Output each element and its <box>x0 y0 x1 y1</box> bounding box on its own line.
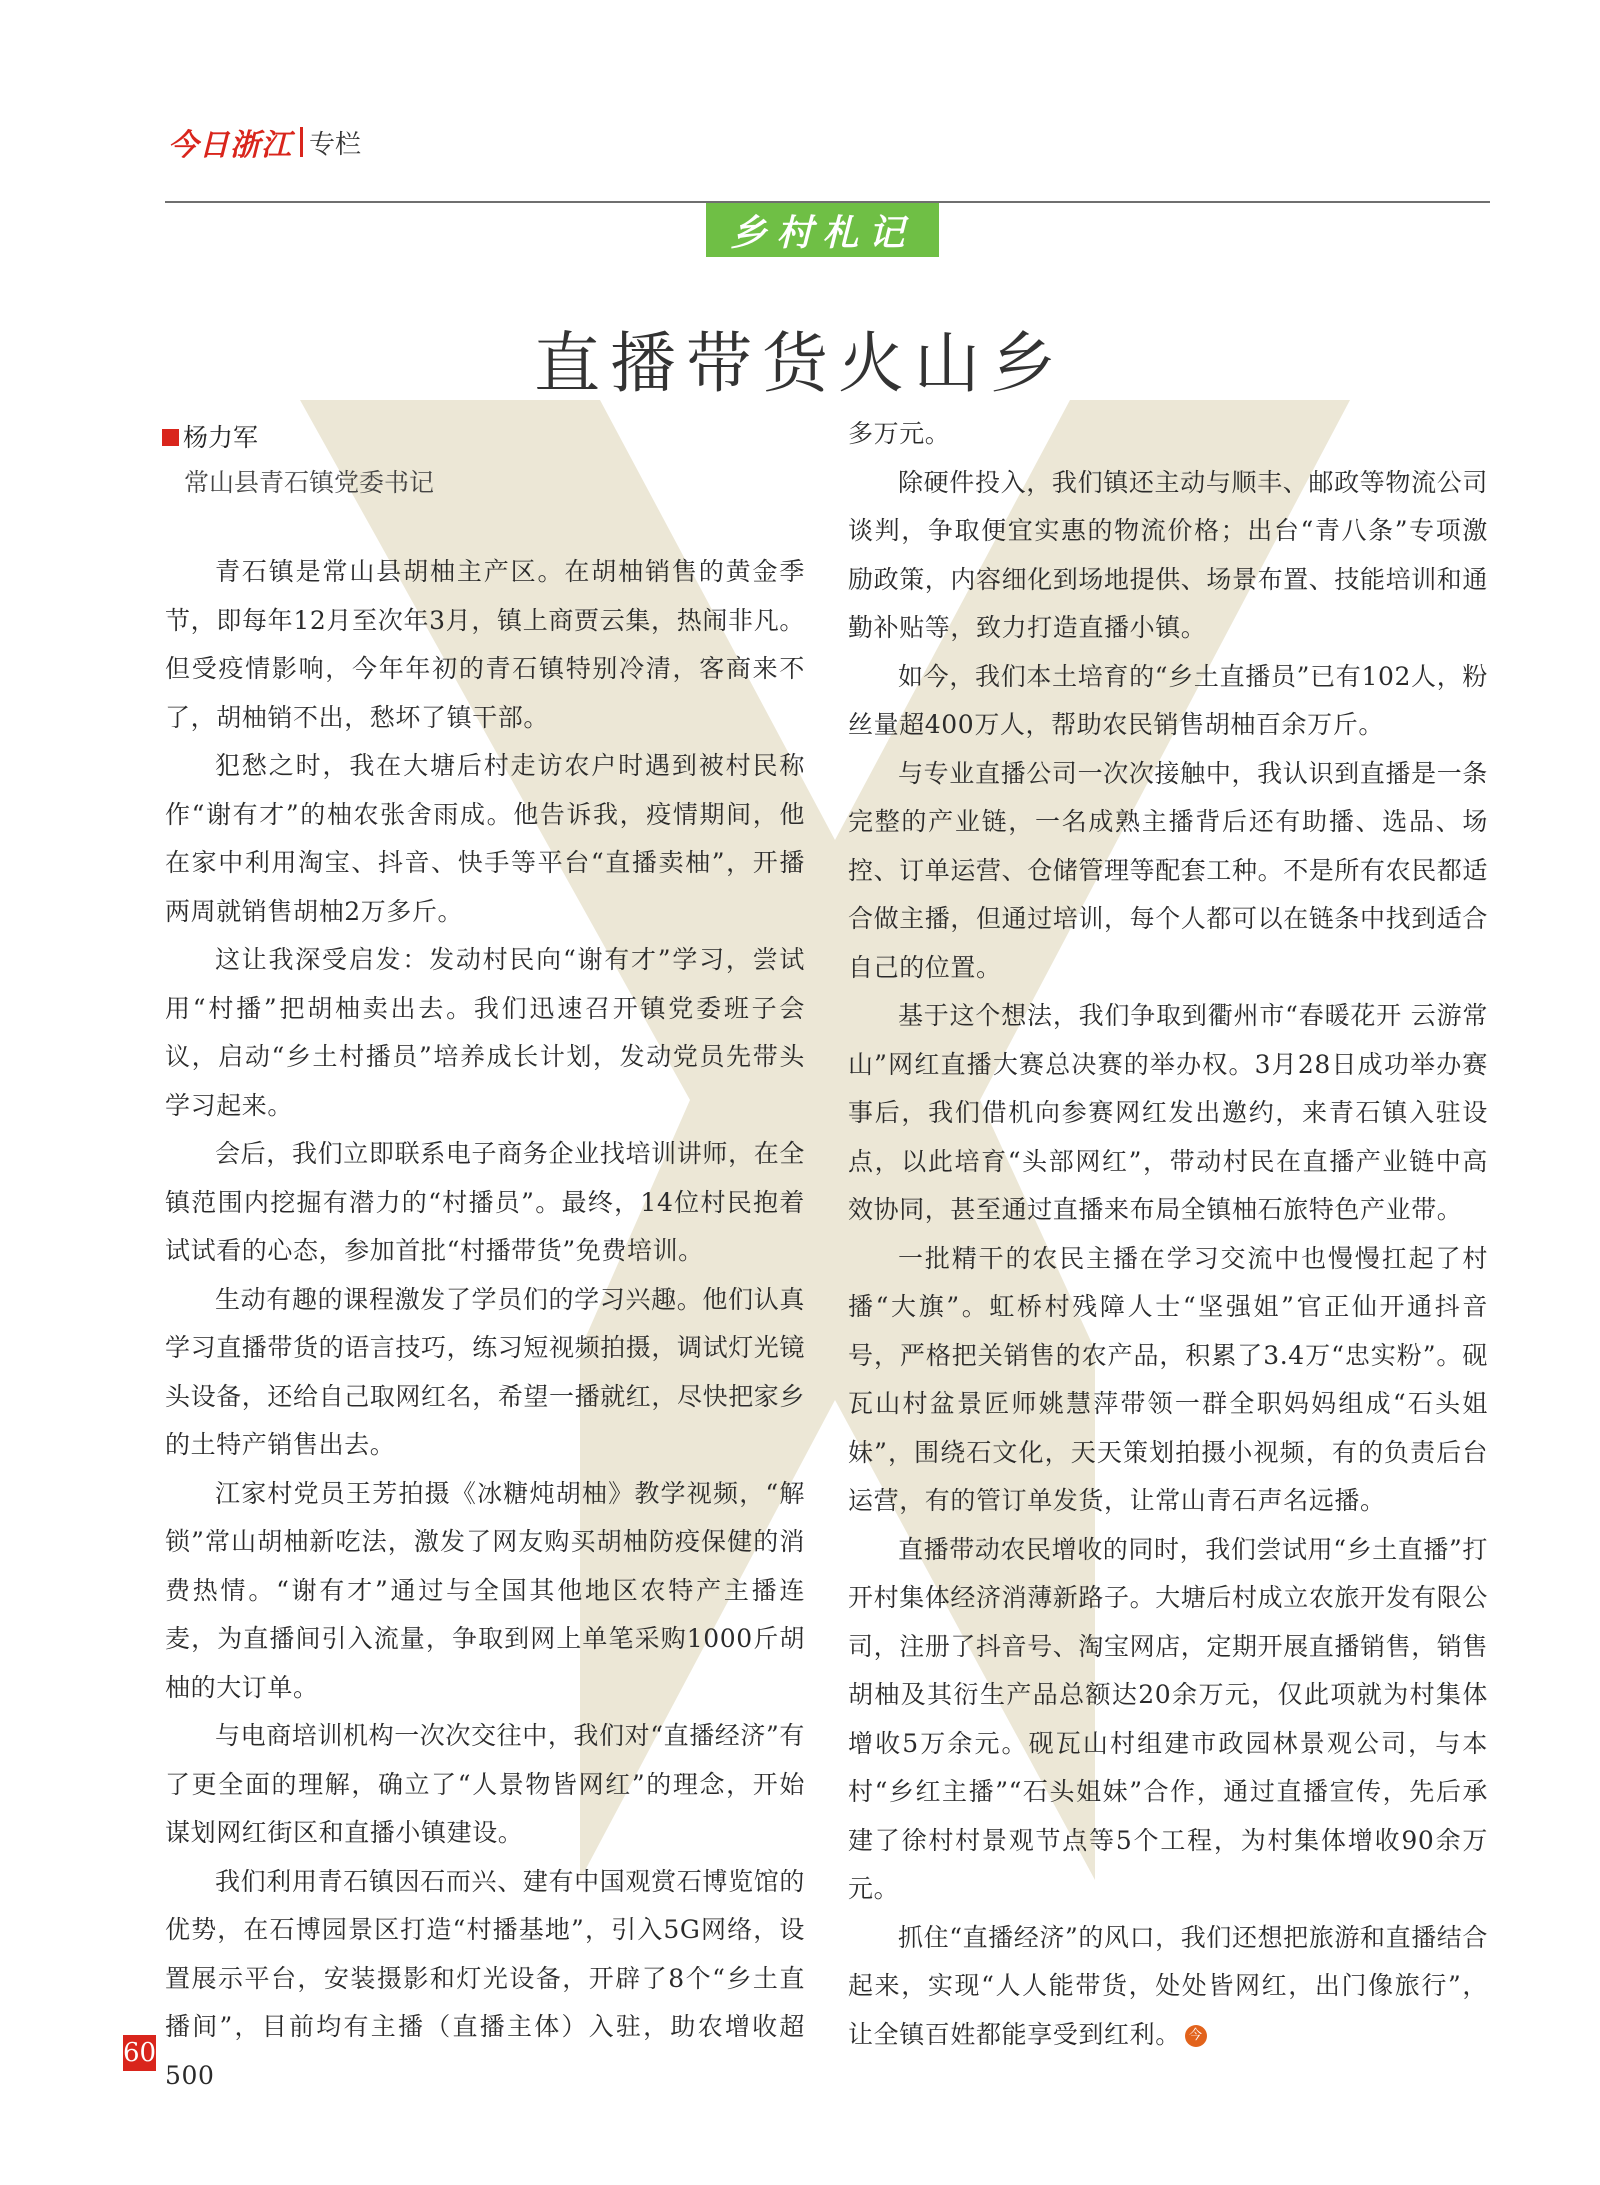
right-column <box>848 410 1488 2059</box>
paragraph: 一批精干的农民主播在学习交流中也慢慢扛起了村播“大旗”。虹桥村残障人士“坚强姐”官正仙开通抖音号，严格把关销售的农产品，积累了3.4万“忠实粉”。砚瓦山村盆景匠师姚慧萍带领一群全职妈妈组成“石头姐妹”，围绕石文化，天天策划拍摄小视频，有的负责后台运营，有的管订单发货，让常山青石声名远播。 <box>848 1243 1488 1515</box>
paragraph: 与专业直播公司一次次接触中，我认识到直播是一条完整的产业链，一名成熟主播背后还有助播、选品、场控、订单运营、仓储管理等配套工种。不是所有农民都适合做主播，但通过培训，每个人都可以在链条中找到适合自己的位置。 <box>848 758 1489 982</box>
page-number: 60 <box>123 2035 156 2071</box>
paragraph: 与电商培训机构一次次交往中，我们对“直播经济”有了更全面的理解，确立了“人景物皆网红”的理念，开始谋划网红街区和直播小镇建设。 <box>165 1721 805 1847</box>
paragraph: 我们利用青石镇因石而兴、建有中国观赏石博览馆的优势，在石博园景区打造“村播基地”，引入5G网络，设置展示平台，安装摄影和灯光设备，开辟了8个“乡土直播间”，目前均有主播（直播主体）入驻，助农增收超500 <box>165 1866 805 2090</box>
masthead-divider <box>300 127 303 157</box>
paragraph: 会后，我们立即联系电子商务企业找培训讲师，在全镇范围内挖掘有潜力的“村播员”。最终，14位村民抱着试试看的心态，参加首批“村播带货”免费培训。 <box>165 1139 805 1265</box>
section-banner: 乡村札记 <box>706 203 939 257</box>
paragraph: 直播带动农民增收的同时，我们尝试用“乡土直播”打开村集体经济消薄新路子。大塘后村成立农旅开发有限公司，注册了抖音号、淘宝网店，定期开展直播销售，销售胡柚及其衍生产品总额达20余万元，仅此项就为村集体增收5万余元。砚瓦山村组建市政园林景观公司，与本村“乡红主播”“石头姐妹”合作，通过直播宣传，先后承建了徐村村景观节点等5个工程，为村集体增收90余万元。 <box>848 1534 1489 1903</box>
column-label: 专栏 <box>309 129 362 160</box>
author-name-text: 杨力军 <box>183 423 259 452</box>
paragraph: 青石镇是常山县胡柚主产区。在胡柚销售的黄金季节，即每年12月至次年3月，镇上商贾云集，热闹非凡。但受疫情影响，今年年初的青石镇特别冷清，客商来不了，胡柚销不出，愁坏了镇干部。 <box>165 557 805 732</box>
article-title: 直播带货火山乡 <box>534 325 1066 402</box>
paragraph: 生动有趣的课程激发了学员们的学习兴趣。他们认真学习直播带货的语言技巧，练习短视频拍摄，调试灯光镜头设备，还给自己取网红名，希望一播就红，尽快把家乡的土特产销售出去。 <box>165 1284 806 1459</box>
paragraph-continuation: 多万元。 <box>848 419 951 448</box>
paragraph: 如今，我们本土培育的“乡土直播员”已有102人，粉丝量超400万人，帮助农民销售胡柚百余万斤。 <box>848 661 1488 739</box>
left-column <box>165 548 805 2100</box>
paragraph: 这让我深受启发：发动村民向“谢有才”学习，尝试用“村播”把胡柚卖出去。我们迅速召开镇党委班子会议，启动“乡土村播员”培养成长计划，发动党员先带头学习起来。 <box>165 945 805 1120</box>
paragraph: 犯愁之时，我在大塘后村走访农户时遇到被村民称作“谢有才”的柚农张舍雨成。他告诉我，疫情期间，他在家中利用淘宝、抖音、快手等平台“直播卖柚”，开播两周就销售胡柚2万多斤。 <box>165 751 805 926</box>
author-name <box>162 418 258 454</box>
author-position: 常山县青石镇党委书记 <box>184 468 435 497</box>
paragraph: 除硬件投入，我们镇还主动与顺丰、邮政等物流公司谈判，争取便宜实惠的物流价格；出台“青八条”专项激励政策，内容细化到场地提供、场景布置、技能培训和通勤补贴等，致力打造直播小镇。 <box>848 467 1489 642</box>
masthead <box>168 120 361 164</box>
paragraph-final <box>848 1914 1488 2060</box>
final-paragraph-text: 抓住“直播经济”的风口，我们还想把旅游和直播结合起来，实现“人人能带货，处处皆网红，出门像旅行”，让全镇百姓都能享受到红利。 <box>848 1922 1488 2049</box>
paragraph: 基于这个想法，我们争取到衢州市“春暖花开 云游常山”网红直播大赛总决赛的举办权。3月28日成功举办赛事后，我们借机向参赛网红发出邀约，来青石镇入驻设点，以此培育“头部网红”，带动村民在直播产业链中高效协同，甚至通过直播来布局全镇柚石旅特色产业带。 <box>848 1001 1488 1224</box>
end-mark-icon: 今 <box>1185 2025 1207 2047</box>
paragraph: 江家村党员王芳拍摄《冰糖炖胡柚》教学视频，“解锁”常山胡柚新吃法，激发了网友购买胡柚防疫保健的消费热情。“谢有才”通过与全国其他地区农特产主播连麦，为直播间引入流量，争取到网上单笔采购1000斤胡柚的大订单。 <box>165 1478 805 1702</box>
magazine-logo: 今日浙江 <box>168 128 292 163</box>
author-marker-icon <box>162 429 179 446</box>
